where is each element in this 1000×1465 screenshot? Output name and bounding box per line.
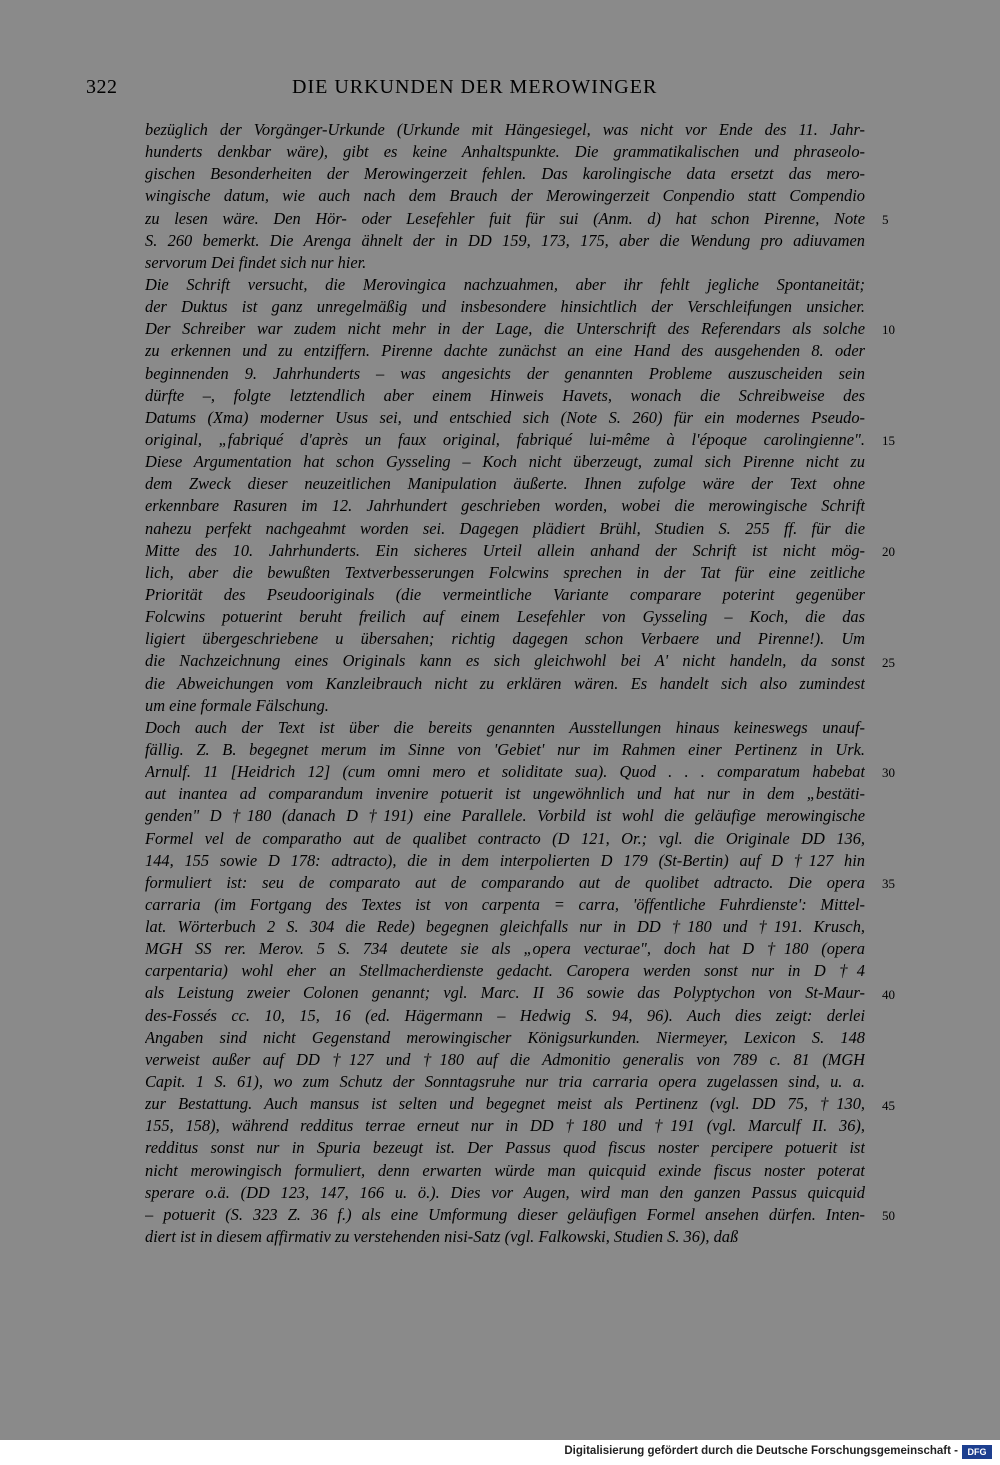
text-line: hunderts denkbar wäre), gibt es keine Anhaltspunkte. Die grammatikalischen und phraseolo- <box>145 142 865 162</box>
text-line: servorum Dei findet sich nur hier. <box>145 252 367 272</box>
text-line: der Duktus ist ganz unregelmäßig und insbesondere hinsichtlich der Verschleifungen unsicher. <box>145 297 865 317</box>
footer-credit: Digitalisierung gefördert durch die Deutsche Forschungsgemeinschaft - <box>564 1445 958 1457</box>
text-line: dem Zweck dieser neuzeitlichen Manipulation äußerte. Ihnen zufolge wäre der Text ohne <box>145 474 865 494</box>
footer-bar <box>0 1440 1000 1465</box>
text-line: 144, 155 sowie D 178: adtracto), die in dem interpolierten D 179 (St-Bertin) auf D †127 hin <box>145 850 865 870</box>
margin-line-number: 45 <box>882 1097 895 1113</box>
margin-line-number: 20 <box>882 543 895 559</box>
text-line: lich, aber die bewußten Textverbesserungen Folcwins sprechen in der Tat für eine zeitliche <box>145 562 865 582</box>
text-line: Arnulf. 11 [Heidrich 12] (cum omni mero et soliditate sua). Quod . . . comparatum habebat <box>145 762 865 782</box>
text-line: carpentaria) wohl eher an Stellmacherdienste gedacht. Caropera werden sonst nur in D †4 <box>145 961 865 981</box>
text-line: Mitte des 10. Jahrhunderts. Ein sicheres Urteil allein anhand der Schrift ist nicht mög- <box>145 540 865 560</box>
text-line: Doch auch der Text ist über die bereits genannten Ausstellungen hinaus keineswegs unauf- <box>145 717 865 737</box>
text-line: fällig. Z. B. begegnet merum im Sinne von 'Gebiet' nur im Rahmen einer Pertinenz in Urk. <box>145 739 865 759</box>
text-line: beginnenden 9. Jahrhunderts – was angesichts der genannten Probleme auszuscheiden sein <box>145 363 865 383</box>
text-line: zu erkennen und zu entziffern. Pirenne dachte zunächst an eine Hand des ausgehenden 8. oder <box>145 341 865 361</box>
text-line: gischen Besonderheiten der Merowingerzeit fehlen. Das karolingische data ersetzt das mero- <box>145 164 865 184</box>
text-line: Priorität des Pseudooriginals (die vermeintliche Variante comparare poterint gegenüber <box>145 584 865 604</box>
page-number: 322 <box>86 76 118 98</box>
text-line: die Nachzeichnung eines Originals kann es sich gleichwohl bei A' nicht handeln, da sonst <box>145 651 865 671</box>
text-line: redditus sonst nur in Spuria bezeugt ist. Der Passus quod fiscus noster percipere potuerit ist <box>145 1138 865 1158</box>
text-line: erkennbare Rasuren im 12. Jahrhundert geschrieben worden, wobei die merowingische Schrift <box>145 496 865 516</box>
margin-line-number: 15 <box>882 433 895 449</box>
text-line: nicht merowingisch formuliert, denn erwarten würde man quicquid exinde fiscus noster poterat <box>145 1160 865 1180</box>
text-line: MGH SS rer. Merov. 5 S. 734 deutete sie als „opera vecturae", doch hat D †180 (opera <box>145 939 865 959</box>
text-line: original, „fabriqué d'après un faux original, fabriqué lui-même à l'époque carolingienne". <box>145 429 865 449</box>
margin-line-number: 10 <box>882 322 895 338</box>
text-line: Datums (Xma) moderner Usus sei, und entschied sich (Note S. 260) für ein modernes Pseudo- <box>145 407 865 427</box>
running-title: DIE URKUNDEN DER MEROWINGER <box>292 76 658 98</box>
page-header <box>0 76 1000 106</box>
text-line: sperare o.ä. (DD 123, 147, 166 u. ö.). Dies vor Augen, wird man den ganzen Passus quicquid <box>145 1182 865 1202</box>
text-line: des-Fossés cc. 10, 15, 16 (ed. Hägermann – Hedwig S. 94, 96). Auch dies zeigt: derlei <box>145 1005 865 1025</box>
text-line: verweist außer auf DD †127 und †180 auf die Admonitio generalis von 789 c. 81 (MGH <box>145 1049 865 1069</box>
text-line: 155, 158), während redditus terrae erneut nur in DD †180 und †191 (vgl. Marculf II. 36), <box>145 1116 865 1136</box>
text-line: bezüglich der Vorgänger-Urkunde (Urkunde mit Hängesiegel, was nicht vor Ende des 11. Jahr- <box>145 120 865 139</box>
text-line: die Abweichungen vom Kanzleibrauch nicht zu erklären wären. Es handelt sich also zumindest <box>145 673 865 693</box>
text-line: carraria (im Fortgang des Textes ist von carpenta = carra, 'öffentliche Fuhrdienste': Mittel- <box>145 894 865 914</box>
margin-line-number: 35 <box>882 876 895 892</box>
text-line: formuliert ist: seu de comparato aut de comparando aut de quolibet adtracto. Die opera <box>145 872 865 892</box>
text-line: S. 260 bemerkt. Die Arenga ähnelt der in DD 159, 173, 175, aber die Wendung pro adiuvamen <box>145 230 865 250</box>
text-line: Angaben sind nicht Gegenstand merowingischer Königsurkunden. Niermeyer, Lexicon S. 148 <box>145 1027 865 1047</box>
margin-line-number: 50 <box>882 1208 895 1224</box>
text-line: Der Schreiber war zudem nicht mehr in der Lage, die Unterschrift des Referendars als solche <box>145 319 865 339</box>
body-text <box>145 119 865 1248</box>
text-line: lat. Wörterbuch 2 S. 304 die Rede) begegnen gleichfalls nur in DD †180 und †191. Krusch, <box>145 917 865 937</box>
margin-line-number: 40 <box>882 986 895 1002</box>
text-line: Diese Argumentation hat schon Gysseling – Koch nicht überzeugt, zumal sich Pirenne nicht zu <box>145 452 865 472</box>
text-line: Die Schrift versucht, die Merovingica nachzuahmen, aber ihr fehlt jegliche Spontaneität; <box>145 274 865 294</box>
text-line: Capit. 1 S. 61), wo zum Schutz der Sonntagsruhe nur tria carraria opera zugelassen sind, u. a. <box>145 1072 865 1092</box>
text-line: als Leistung zweier Colonen genannt; vgl. Marc. II 36 sowie das Polyptychon von St-Maur- <box>145 983 865 1003</box>
margin-line-number: 5 <box>882 211 889 227</box>
text-line: genden" D †180 (danach D †191) eine Parallele. Vorbild ist wohl die geläufige merowingische <box>145 806 865 826</box>
text-line: Folcwins potuerint beruht freilich auf einem Lesefehler von Gysseling – Koch, die das <box>145 607 865 627</box>
text-line: nahezu perfekt nachgeahmt worden sei. Dagegen plädiert Brühl, Studien S. 255 ff. für die <box>145 518 865 538</box>
dfg-logo-icon: DFG <box>962 1445 992 1459</box>
text-line: – potuerit (S. 323 Z. 36 f.) als eine Umformung dieser geläufigen Formel ansehen dürfen. Inten- <box>145 1204 865 1224</box>
text-line: um eine formale Fälschung. <box>145 695 329 715</box>
text-line: Formel vel de comparatho aut de qualibet contracto (D 121, Or.; vgl. die Originale DD 136, <box>145 828 865 848</box>
text-line: diert ist in diesem affirmativ zu verstehenden nisi-Satz (vgl. Falkowski, Studien S. 36), daß <box>145 1227 739 1247</box>
text-line: wingische datum, wie auch nach dem Brauch der Merowingerzeit Conpendio statt Compendio <box>145 186 865 206</box>
text-line: ligiert übergeschriebene u übersahen; richtig dagegen schon Verbaere und Pirenne!). Um <box>145 629 865 649</box>
text-line: dürfte –, folgte letztendlich aber einem Hinweis Havets, wonach die Schreibweise des <box>145 385 865 405</box>
margin-line-number: 25 <box>882 654 895 670</box>
text-line: zu lesen wäre. Den Hör- oder Lesefehler fuit für sui (Anm. d) hat schon Pirenne, Note <box>145 208 865 228</box>
margin-line-number: 30 <box>882 765 895 781</box>
text-line: zur Bestattung. Auch mansus ist selten und begegnet meist als Pertinenz (vgl. DD 75, †130, <box>145 1094 865 1114</box>
text-line: aut inantea ad comparandum invenire potuerit ist ungewöhnlich und hat nur in dem „bestäti- <box>145 784 865 804</box>
